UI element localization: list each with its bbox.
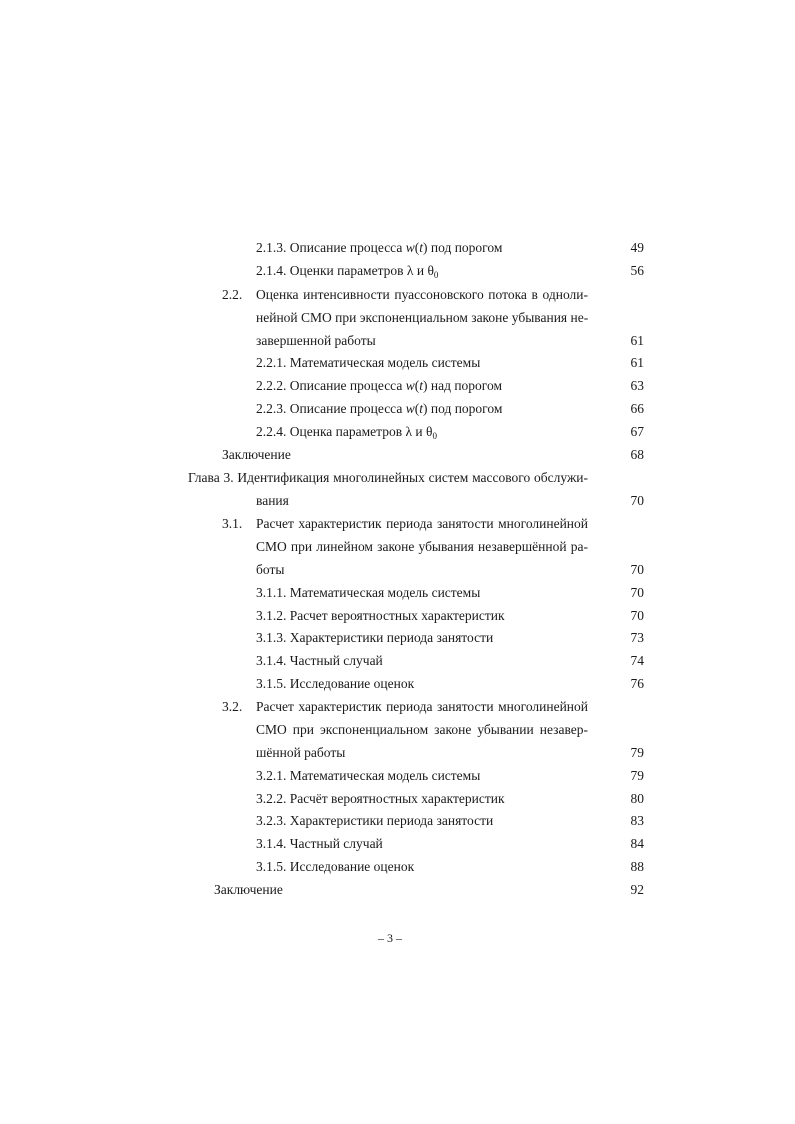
toc-entry-2-2-2 bbox=[256, 377, 502, 395]
page-number-3-2-4: 84 bbox=[630, 836, 644, 851]
toc-entry-3-1-line1: Расчет характеристик периода занятости многолинейной bbox=[256, 516, 588, 531]
page-number-2-2-4: 67 bbox=[630, 424, 644, 439]
page-number-3-1-1: 70 bbox=[630, 585, 644, 600]
page-number-2-2: 61 bbox=[630, 333, 644, 348]
page-number-3-1-3: 73 bbox=[630, 630, 644, 645]
entry-number: 3.1.5. bbox=[256, 676, 287, 691]
entry-title: Частный случай bbox=[289, 653, 383, 668]
toc-entry-2-1-3 bbox=[256, 239, 502, 257]
page-number-3-2-3: 83 bbox=[630, 813, 644, 828]
page-number-3-1: 70 bbox=[630, 562, 644, 577]
entry-number: 2.2.1. bbox=[256, 355, 287, 370]
toc-chapter-3-line1: Глава 3. Идентификация многолинейных систем массового обслужи- bbox=[188, 470, 588, 485]
toc-entry-3-1-5 bbox=[256, 675, 414, 693]
page-number-chapter-3: 70 bbox=[630, 493, 644, 508]
toc-entry-3-2-4 bbox=[256, 835, 383, 853]
entry-number: 3.2.3. bbox=[256, 813, 287, 828]
toc-entry-3-1-2 bbox=[256, 607, 505, 625]
toc-entry-2-1-4 bbox=[256, 262, 438, 280]
entry-number: 3.2.2. bbox=[256, 791, 287, 806]
entry-title: Исследование оценок bbox=[289, 859, 415, 874]
entry-title: Оценка параметров λ и $\theta_0$ bbox=[289, 424, 437, 441]
toc-entry-conclusion-ch2: Заключение bbox=[222, 447, 291, 462]
page-number-conclusion-ch2: 68 bbox=[630, 447, 644, 462]
toc-entry-3-2-line1: Расчет характеристик периода занятости многолинейной bbox=[256, 699, 588, 714]
page-number-2-2-2: 63 bbox=[630, 378, 644, 393]
page-number-2-2-3: 66 bbox=[630, 401, 644, 416]
entry-title: Математическая модель системы bbox=[289, 585, 481, 600]
entry-number: 3.1.2. bbox=[256, 608, 287, 623]
toc-entry-2-2-3 bbox=[256, 400, 502, 418]
entry-number: 3.1.3. bbox=[256, 630, 287, 645]
entry-number: 3.1.4. bbox=[256, 836, 287, 851]
toc-entry-3-2-5 bbox=[256, 858, 414, 876]
entry-title: Расчёт вероятностных характеристик bbox=[289, 791, 505, 806]
toc-entry-3-2-2 bbox=[256, 790, 505, 808]
entry-title: Математическая модель системы bbox=[289, 355, 481, 370]
toc-entry-2-2-line1: Оценка интенсивности пуассоновского потока в одноли- bbox=[256, 287, 588, 302]
entry-title: Характеристики периода занятости bbox=[289, 630, 494, 645]
entry-number: 2.1.4. bbox=[256, 263, 287, 278]
page-number-3-1-2: 70 bbox=[630, 608, 644, 623]
page-number-2-2-1: 61 bbox=[630, 355, 644, 370]
toc-entry-conclusion-final: Заключение bbox=[214, 882, 283, 897]
toc-entry-3-1-line3: боты bbox=[256, 562, 285, 577]
toc-entry-2-2-line2: нейной СМО при экспоненциальном законе убывания не- bbox=[256, 310, 589, 325]
entry-title: Описание процесса w(t) над порогом bbox=[289, 378, 503, 393]
page-footer-number: – 3 – bbox=[378, 931, 402, 945]
entry-number: 2.2.4. bbox=[256, 424, 287, 439]
toc-entry-2-2-4 bbox=[256, 423, 437, 441]
page-number-3-2-2: 80 bbox=[630, 791, 644, 806]
page-number-3-2-1: 79 bbox=[630, 768, 644, 783]
page-number-2-1-3: 49 bbox=[630, 240, 644, 255]
page-number-3-1-5: 76 bbox=[630, 676, 644, 691]
toc-entry-2-2-line3: завершенной работы bbox=[256, 333, 376, 348]
toc-entry-3-1-4 bbox=[256, 652, 383, 670]
toc-entry-3-2-3 bbox=[256, 812, 493, 830]
page-number-conclusion-final: 92 bbox=[630, 882, 644, 897]
entry-number-2-2: 2.2. bbox=[222, 287, 243, 302]
entry-number: 3.1.5. bbox=[256, 859, 287, 874]
entry-title: Частный случай bbox=[289, 836, 383, 851]
entry-title: Исследование оценок bbox=[289, 676, 415, 691]
entry-title: Расчет вероятностных характеристик bbox=[289, 608, 505, 623]
entry-number: 3.1.1. bbox=[256, 585, 287, 600]
entry-title: Описание процесса w(t) под порогом bbox=[289, 240, 503, 255]
toc-entry-3-2-1 bbox=[256, 767, 480, 785]
entry-number-3-1: 3.1. bbox=[222, 516, 243, 531]
toc-entry-3-2-line2: СМО при экспоненциальном законе убывании незавер- bbox=[256, 722, 588, 737]
page-number-3-2: 79 bbox=[630, 745, 644, 760]
page-number-3-1-4: 74 bbox=[630, 653, 644, 668]
page-number-3-2-5: 88 bbox=[630, 859, 644, 874]
entry-number: 2.2.2. bbox=[256, 378, 287, 393]
entry-title: Математическая модель системы bbox=[289, 768, 481, 783]
entry-number: 2.1.3. bbox=[256, 240, 287, 255]
toc-entry-2-2-1 bbox=[256, 354, 480, 372]
toc-chapter-3-line2: вания bbox=[256, 493, 289, 508]
toc-entry-3-1-3 bbox=[256, 629, 493, 647]
toc-entry-3-2-line3: шённой работы bbox=[256, 745, 346, 760]
toc-entry-3-1-line2: СМО при линейном законе убывания незавершённой ра- bbox=[256, 539, 588, 554]
entry-title: Описание процесса w(t) под порогом bbox=[289, 401, 503, 416]
entry-title: Оценки параметров λ и $\theta_0$ bbox=[289, 263, 439, 280]
page-number-2-1-4: 56 bbox=[630, 263, 644, 278]
entry-number: 3.1.4. bbox=[256, 653, 287, 668]
entry-number: 3.2.1. bbox=[256, 768, 287, 783]
toc-entry-3-1-1 bbox=[256, 584, 480, 602]
entry-number: 2.2.3. bbox=[256, 401, 287, 416]
entry-title: Характеристики периода занятости bbox=[289, 813, 494, 828]
entry-number-3-2: 3.2. bbox=[222, 699, 243, 714]
